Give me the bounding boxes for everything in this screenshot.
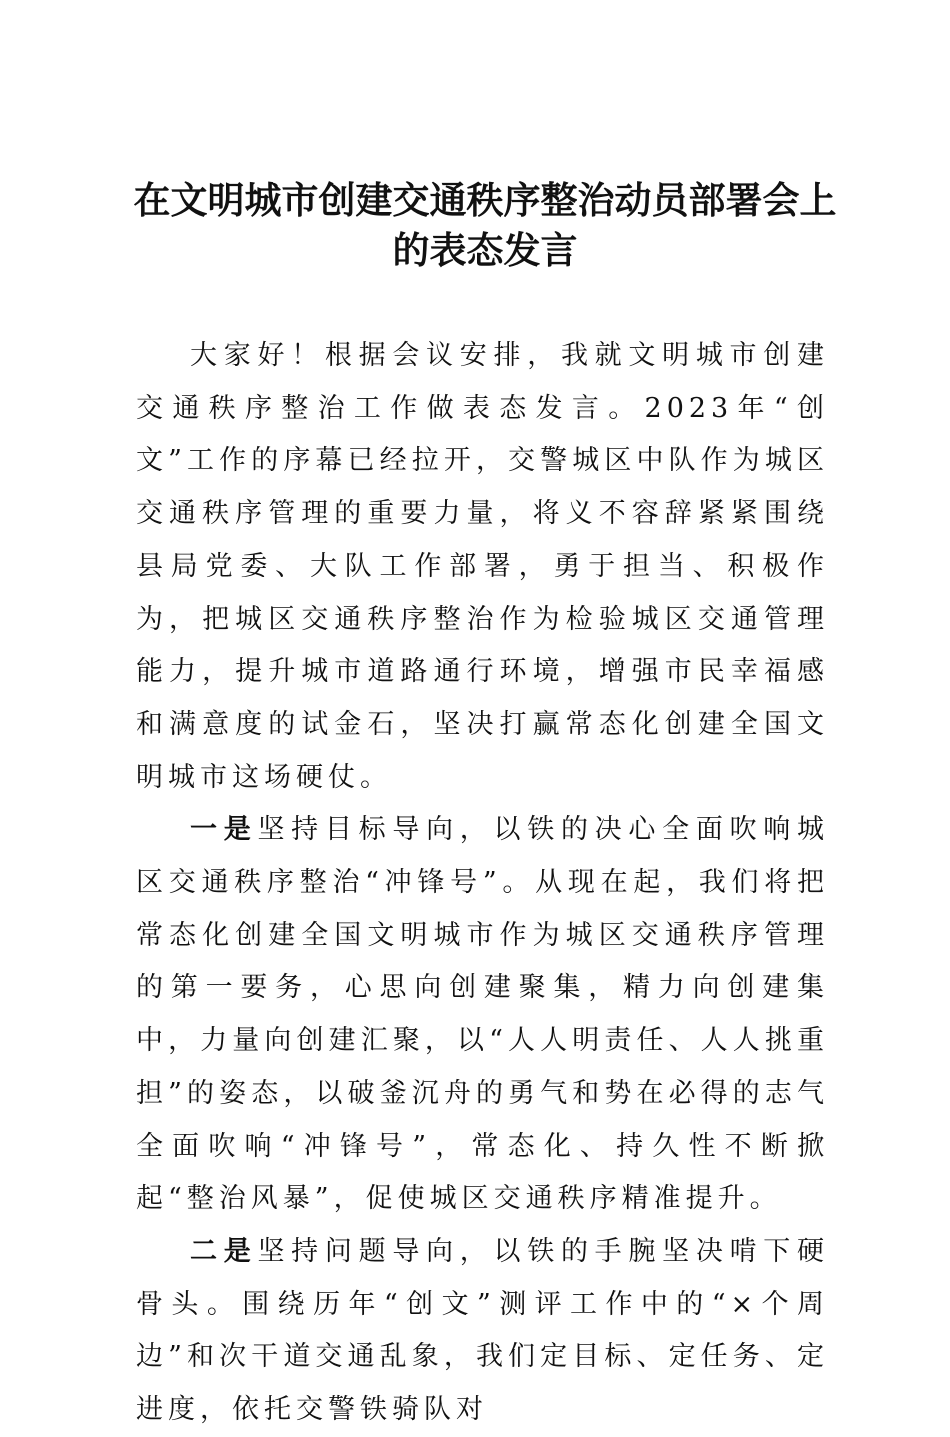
paragraph-lead: 一是 [190,814,258,846]
paragraph-lead: 二是 [190,1235,258,1267]
paragraph-text: 大家好！根据会议安排，我就文明城市创建交通秩序整治工作做表态发言。2023年“创文”工作的序幕已经拉开，交警城区中队作为城区交通秩序管理的重要力量，将义不容辞紧紧围绕县局党委、大队工作部署，勇于担当、积极作为，把城区交通秩序整治作为检验城区交通管理能力，提升城市道路通行环境，增强市民幸福感和满意度的试金石，坚决打赢常态化创建全国文明城市这场硬仗。 [136,340,829,793]
document-title [125,176,845,276]
paragraph-intro [136,330,829,804]
paragraph-text: 坚持目标导向，以铁的决心全面吹响城区交通秩序整治“冲锋号”。从现在起，我们将把常态化创建全国文明城市作为城区交通秩序管理的第一要务，心思向创建聚集，精力向创建集中，力量向创建汇聚，以“人人明责任、人人挑重担”的姿态，以破釜沉舟的勇气和势在必得的志气全面吹响“冲锋号”，常态化、持久性不断掀起“整治风暴”，促使城区交通秩序精准提升。 [136,814,830,1215]
paragraph-point-1 [136,804,829,1226]
paragraph-text: 坚持问题导向，以铁的手腕坚决啃下硬骨头。围绕历年“创文”测评工作中的“×个周边”和次干道交通乱象，我们定目标、定任务、定进度，依托交警铁骑队对 [136,1235,830,1426]
paragraph-point-2 [136,1226,829,1437]
document-body [136,330,829,1437]
title-line-2: 的表态发言 [392,229,578,272]
title-line-1: 在文明城市创建交通秩序整治动员部署会上 [133,179,837,222]
